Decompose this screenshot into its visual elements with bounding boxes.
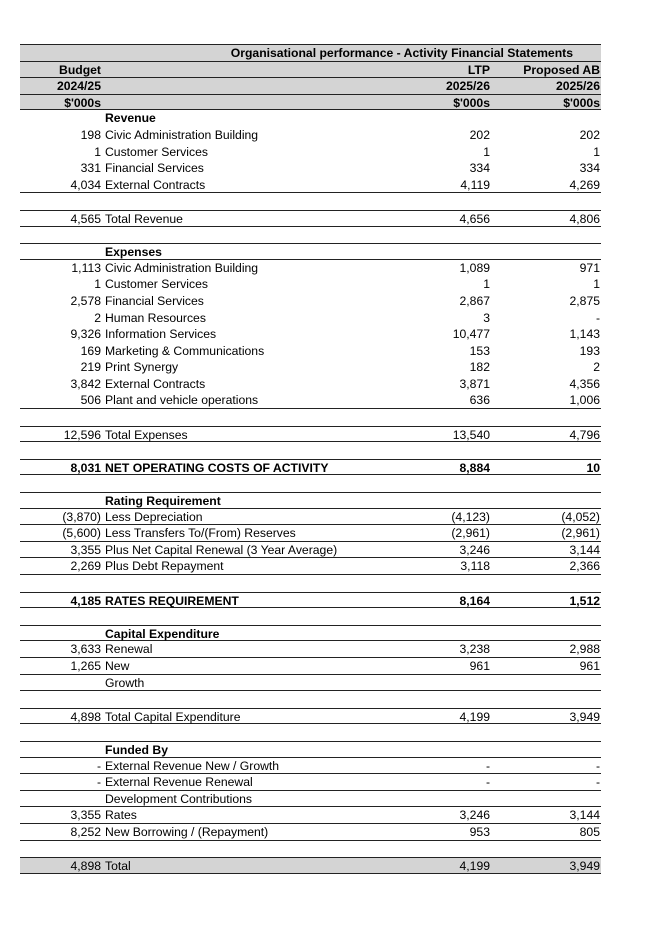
ltp-value: 953 bbox=[469, 824, 490, 839]
proposed-value: 1 bbox=[593, 277, 600, 292]
proposed-value: - bbox=[595, 775, 600, 790]
proposed-value: 3,949 bbox=[569, 709, 600, 724]
header-row-years bbox=[20, 77, 601, 94]
row-label: Renewal bbox=[105, 642, 153, 657]
table-row bbox=[20, 210, 601, 227]
budget-value: 9,326 bbox=[70, 327, 101, 342]
spacer-row bbox=[20, 608, 601, 625]
table-row bbox=[20, 310, 601, 327]
header-budget-unit: $'000s bbox=[64, 95, 101, 110]
table-row bbox=[20, 658, 601, 675]
spacer-row bbox=[20, 193, 601, 210]
header-ltp-unit: $'000s bbox=[453, 95, 490, 110]
table-title-row bbox=[20, 44, 601, 61]
budget-value: 4,034 bbox=[70, 177, 101, 192]
section-heading: Rating Requirement bbox=[105, 494, 221, 509]
row-label: Plus Debt Repayment bbox=[105, 559, 224, 574]
table-row bbox=[20, 359, 601, 376]
row-label: Total bbox=[105, 859, 131, 874]
spacer-row bbox=[20, 841, 601, 858]
budget-value: 506 bbox=[80, 393, 101, 408]
section-heading-row bbox=[20, 625, 601, 642]
row-label: Rates bbox=[105, 808, 137, 823]
header-ltp-year: 2025/26 bbox=[445, 79, 490, 94]
budget-value: 4,185 bbox=[70, 593, 101, 608]
budget-value: 4,898 bbox=[70, 859, 101, 874]
row-label: Total Revenue bbox=[105, 211, 183, 226]
budget-value: 8,031 bbox=[70, 460, 101, 475]
row-label: External Contracts bbox=[105, 177, 206, 192]
spacer-row bbox=[20, 442, 601, 459]
proposed-value: 4,806 bbox=[569, 211, 600, 226]
proposed-value: 2,366 bbox=[569, 559, 600, 574]
table-row bbox=[20, 326, 601, 343]
header-proposed-unit: $'000s bbox=[563, 95, 600, 110]
row-label: Less Transfers To/(From) Reserves bbox=[105, 526, 296, 541]
budget-value: 219 bbox=[80, 360, 101, 375]
row-label: Financial Services bbox=[105, 161, 204, 176]
table-row bbox=[20, 376, 601, 393]
spacer-row bbox=[20, 475, 601, 492]
budget-value: 198 bbox=[80, 127, 101, 142]
section-heading-row bbox=[20, 243, 601, 260]
proposed-value: 2 bbox=[593, 360, 600, 375]
header-budget-year: 2024/25 bbox=[56, 79, 101, 94]
row-label: New Borrowing / (Repayment) bbox=[105, 824, 269, 839]
ltp-value: 3,871 bbox=[459, 376, 490, 391]
row-label: NET OPERATING COSTS OF ACTIVITY bbox=[105, 460, 329, 475]
ltp-value: 1 bbox=[483, 277, 490, 292]
table-row bbox=[20, 758, 601, 775]
table-row bbox=[20, 177, 601, 194]
row-label: Customer Services bbox=[105, 277, 208, 292]
row-label: Customer Services bbox=[105, 144, 208, 159]
proposed-value: (4,052) bbox=[561, 509, 600, 524]
table-row bbox=[20, 276, 601, 293]
budget-value: 4,898 bbox=[70, 709, 101, 724]
proposed-value: 334 bbox=[579, 161, 600, 176]
budget-value: 2,578 bbox=[70, 293, 101, 308]
ltp-value: 3,246 bbox=[459, 808, 490, 823]
header-budget: Budget bbox=[59, 62, 101, 77]
row-label: Human Resources bbox=[105, 310, 206, 325]
ltp-value: 153 bbox=[469, 343, 490, 358]
row-label: Total Capital Expenditure bbox=[105, 709, 241, 724]
proposed-value: (2,961) bbox=[561, 526, 600, 541]
ltp-value: 8,164 bbox=[459, 593, 490, 608]
row-label: Civic Administration Building bbox=[105, 260, 259, 275]
section-heading-row bbox=[20, 741, 601, 758]
row-label: Financial Services bbox=[105, 293, 204, 308]
table-row bbox=[20, 293, 601, 310]
row-label: Print Synergy bbox=[105, 360, 179, 375]
proposed-value: 1 bbox=[593, 144, 600, 159]
header-ltp: LTP bbox=[467, 62, 490, 77]
row-label: Civic Administration Building bbox=[105, 127, 259, 142]
budget-value: 3,633 bbox=[70, 642, 101, 657]
proposed-value: 961 bbox=[579, 658, 600, 673]
ltp-value: 3,118 bbox=[460, 559, 490, 574]
header-proposed-year: 2025/26 bbox=[555, 79, 600, 94]
proposed-value: 971 bbox=[579, 260, 600, 275]
table-row bbox=[20, 525, 601, 542]
budget-value: - bbox=[96, 775, 101, 790]
ltp-value: 1,089 bbox=[459, 260, 490, 275]
budget-value: 2 bbox=[94, 310, 101, 325]
budget-value: 1,265 bbox=[70, 658, 101, 673]
ltp-value: 8,884 bbox=[459, 460, 490, 475]
row-label: Less Depreciation bbox=[105, 509, 203, 524]
proposed-value: 805 bbox=[579, 824, 600, 839]
section-heading: Revenue bbox=[105, 111, 156, 126]
table-row bbox=[20, 509, 601, 526]
ltp-value: 13,540 bbox=[452, 427, 490, 442]
table-row bbox=[20, 824, 601, 841]
header-row-labels bbox=[20, 61, 601, 78]
budget-value: 331 bbox=[80, 161, 101, 176]
budget-value: 4,565 bbox=[70, 211, 101, 226]
ltp-value: - bbox=[485, 758, 490, 773]
spacer-row bbox=[20, 575, 601, 592]
row-label: External Revenue Renewal bbox=[105, 775, 253, 790]
ltp-value: (4,123) bbox=[451, 509, 490, 524]
row-label: Development Contributions bbox=[105, 791, 253, 806]
section-heading: Funded By bbox=[105, 742, 168, 757]
row-label: New bbox=[105, 658, 130, 673]
proposed-value: 3,144 bbox=[569, 808, 600, 823]
row-label: External Revenue New / Growth bbox=[105, 758, 280, 773]
budget-value: 1 bbox=[94, 144, 101, 159]
proposed-value: 1,512 bbox=[569, 593, 600, 608]
table-row bbox=[20, 592, 601, 609]
spacer-row bbox=[20, 691, 601, 708]
spacer-row bbox=[20, 409, 601, 426]
ltp-value: 10,477 bbox=[452, 327, 490, 342]
ltp-value: - bbox=[485, 775, 490, 790]
spacer-row bbox=[20, 227, 601, 244]
financial-statement-table bbox=[20, 44, 601, 874]
budget-value: 3,842 bbox=[70, 376, 101, 391]
section-heading: Capital Expenditure bbox=[105, 626, 220, 641]
spacer-row bbox=[20, 724, 601, 741]
proposed-value: 1,143 bbox=[569, 327, 600, 342]
row-label: Marketing & Communications bbox=[105, 343, 265, 358]
row-label: Plant and vehicle operations bbox=[105, 393, 259, 408]
table-row bbox=[20, 127, 601, 144]
proposed-value: 2,988 bbox=[569, 642, 600, 657]
row-label: Total Expenses bbox=[105, 427, 188, 442]
budget-value: 3,355 bbox=[70, 808, 101, 823]
table-row bbox=[20, 459, 601, 476]
header-proposed: Proposed AB bbox=[523, 62, 600, 77]
budget-value: 12,596 bbox=[63, 427, 101, 442]
table-row bbox=[20, 774, 601, 791]
row-label: RATES REQUIREMENT bbox=[105, 593, 239, 608]
ltp-value: 2,867 bbox=[459, 293, 490, 308]
budget-value: 1,113 bbox=[71, 260, 101, 275]
ltp-value: 3,246 bbox=[459, 542, 490, 557]
proposed-value: 3,144 bbox=[569, 542, 600, 557]
proposed-value: - bbox=[595, 310, 600, 325]
table-row bbox=[20, 426, 601, 443]
ltp-value: 334 bbox=[469, 161, 490, 176]
table-row bbox=[20, 857, 601, 874]
table-row bbox=[20, 160, 601, 177]
table-row bbox=[20, 542, 601, 559]
table-row bbox=[20, 343, 601, 360]
budget-value: 169 bbox=[80, 343, 101, 358]
proposed-value: 4,269 bbox=[569, 177, 600, 192]
proposed-value: 202 bbox=[579, 127, 600, 142]
table-row bbox=[20, 641, 601, 658]
section-heading-row bbox=[20, 492, 601, 509]
ltp-value: 961 bbox=[469, 658, 490, 673]
budget-value: 3,355 bbox=[70, 542, 101, 557]
proposed-value: 3,949 bbox=[569, 859, 600, 874]
ltp-value: 182 bbox=[469, 360, 490, 375]
ltp-value: 202 bbox=[469, 127, 490, 142]
budget-value: 1 bbox=[94, 277, 101, 292]
ltp-value: (2,961) bbox=[451, 526, 490, 541]
row-label: Information Services bbox=[105, 327, 217, 342]
ltp-value: 4,199 bbox=[459, 709, 490, 724]
header-row-units bbox=[20, 94, 601, 111]
proposed-value: 193 bbox=[579, 343, 600, 358]
table-row bbox=[20, 791, 601, 808]
table-row bbox=[20, 708, 601, 725]
table-row bbox=[20, 807, 601, 824]
budget-value: 2,269 bbox=[70, 559, 101, 574]
proposed-value: 4,796 bbox=[569, 427, 600, 442]
row-label: External Contracts bbox=[105, 376, 206, 391]
table-row bbox=[20, 260, 601, 277]
ltp-value: 4,119 bbox=[460, 177, 490, 192]
proposed-value: - bbox=[595, 758, 600, 773]
table-row bbox=[20, 558, 601, 575]
table-row bbox=[20, 675, 601, 692]
budget-value: 8,252 bbox=[70, 824, 101, 839]
row-label: Plus Net Capital Renewal (3 Year Average) bbox=[105, 542, 338, 557]
section-heading: Expenses bbox=[105, 245, 162, 260]
ltp-value: 636 bbox=[469, 393, 490, 408]
section-heading-row bbox=[20, 110, 601, 127]
table-title: Organisational performance - Activity Financial Statements bbox=[230, 46, 573, 60]
ltp-value: 1 bbox=[483, 144, 490, 159]
ltp-value: 4,199 bbox=[459, 859, 490, 874]
table-row bbox=[20, 144, 601, 161]
proposed-value: 10 bbox=[586, 460, 600, 475]
row-label: Growth bbox=[105, 675, 145, 690]
proposed-value: 2,875 bbox=[569, 293, 600, 308]
ltp-value: 3,238 bbox=[459, 642, 490, 657]
budget-value: (5,600) bbox=[62, 526, 101, 541]
table-row bbox=[20, 392, 601, 409]
ltp-value: 4,656 bbox=[459, 211, 490, 226]
budget-value: - bbox=[96, 758, 101, 773]
ltp-value: 3 bbox=[483, 310, 490, 325]
proposed-value: 1,006 bbox=[569, 393, 600, 408]
budget-value: (3,870) bbox=[62, 509, 101, 524]
proposed-value: 4,356 bbox=[569, 376, 600, 391]
table-body bbox=[20, 110, 601, 873]
